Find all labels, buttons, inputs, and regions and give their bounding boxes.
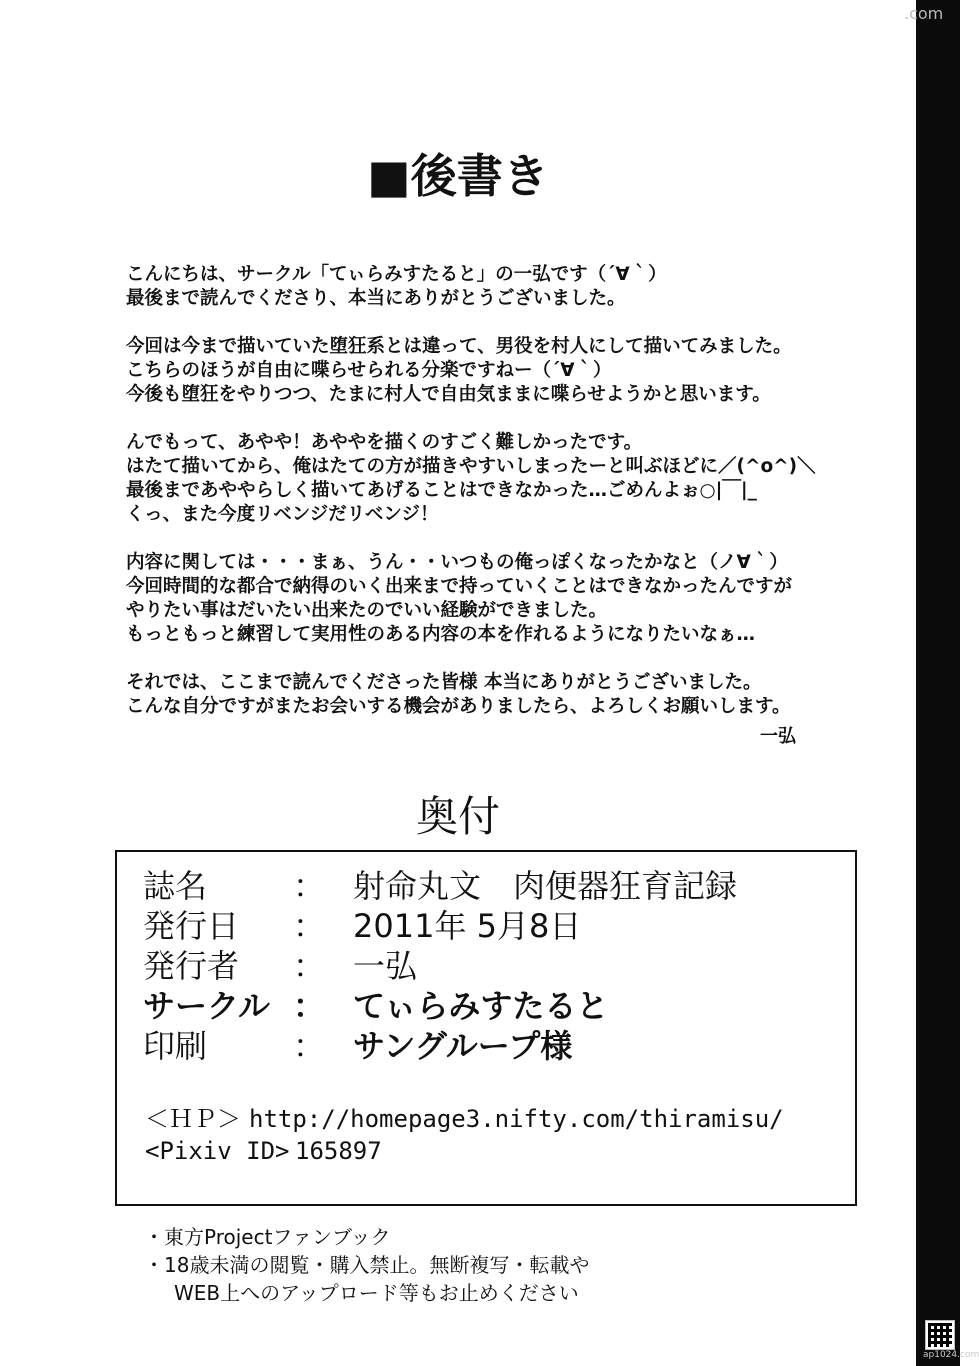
colophon-value: 一弘 xyxy=(353,947,418,985)
afterword-line: こんにちは、サークル「てぃらみすたると」の一弘です（´∀｀） xyxy=(126,264,667,285)
colophon-label: 印刷 xyxy=(143,1027,208,1065)
colophon-title: 奥付 xyxy=(415,792,500,841)
afterword-line: 内容に関しては・・・まぁ、うん・・いつもの俺っぽくなったかなと（ノ∀｀） xyxy=(126,552,788,573)
afterword-paragraph xyxy=(126,335,826,407)
note-line: WEB上へのアップロード等もお止めください xyxy=(174,1281,579,1305)
page-edge-border xyxy=(916,0,960,1366)
colophon-value: サングループ様 xyxy=(353,1027,573,1065)
note-line: ・18歳未満の閲覧・購入禁止。無断複写・転載や xyxy=(144,1253,590,1277)
colophon-link-label: ＜ＨＰ＞ xyxy=(145,1105,241,1133)
colophon-separator: ： xyxy=(293,907,326,945)
afterword-line: こんな自分ですがまたお会いする機会がありましたら、よろしくお願いします。 xyxy=(126,696,791,717)
colophon-separator: ： xyxy=(293,867,326,905)
afterword-line: はたて描いてから、俺はたての方が描きやすいしまったーと叫ぶほどに／(^o^)＼ xyxy=(126,456,816,477)
colophon-separator: ： xyxy=(293,947,326,985)
afterword-paragraph xyxy=(126,671,826,719)
afterword-line: くっ、また今度リベンジだリベンジ！ xyxy=(126,504,439,525)
afterword-paragraph xyxy=(126,431,826,527)
pixiv-id: 165897 xyxy=(295,1137,382,1165)
afterword-paragraph xyxy=(126,263,826,311)
colophon-value: 射命丸文 肉便器狂育記録 xyxy=(353,867,738,905)
afterword-line: こちらのほうが自由に喋らせられる分楽ですねー（´∀｀） xyxy=(126,360,612,381)
colophon-value: 2011年 5月8日 xyxy=(353,907,582,945)
colophon-box xyxy=(115,850,857,1206)
afterword-line: 最後まであややらしく描いてあげることはできなかった…ごめんよぉ○|￣|_ xyxy=(126,480,757,501)
colophon-value: てぃらみすたると xyxy=(353,987,609,1025)
qr-code-icon xyxy=(926,1321,954,1349)
note-line: ・東方Projectファンブック xyxy=(144,1225,391,1249)
afterword-title: ■後書き xyxy=(367,149,549,203)
afterword-line: もっともっと練習して実用性のある内容の本を作れるようになりたいなぁ… xyxy=(126,624,756,645)
afterword-line: 最後まで読んでくださり、本当にありがとうございました。 xyxy=(126,288,626,309)
afterword-line: 今回時間的な都合で納得のいく出来まで持っていくことはできなかったんですが xyxy=(126,576,793,597)
afterword-body xyxy=(126,263,826,743)
notes xyxy=(144,1223,589,1307)
afterword-line: 今後も堕狂をやりつつ、たまに村人で自由気ままに喋らせようかと思います。 xyxy=(126,384,771,405)
afterword-line: んでもって、あやや！あややを描くのすごく難しかったです。 xyxy=(126,432,643,453)
watermark-top: .com xyxy=(904,4,944,23)
colophon-link-label: <Pixiv ID> xyxy=(145,1137,290,1165)
colophon-label: 誌名 xyxy=(143,867,208,905)
afterword-line: それでは、ここまで読んでくださった皆様 本当にありがとうございました。 xyxy=(126,672,762,693)
colophon-separator: ： xyxy=(293,1027,326,1065)
colophon-label: 発行日 xyxy=(143,907,240,945)
afterword-line: やりたい事はだいたい出来たのでいい経験ができました。 xyxy=(126,600,608,621)
author-signature: 一弘 xyxy=(760,726,796,747)
afterword-paragraph xyxy=(126,551,826,647)
afterword-line: 今回は今まで描いていた堕狂系とは違って、男役を村人にして描いてみました。 xyxy=(126,336,792,357)
colophon-label: 発行者 xyxy=(143,947,240,985)
colophon-separator: ： xyxy=(293,987,326,1025)
colophon-label: サークル xyxy=(143,987,271,1025)
watermark-bottom: ap1024.com xyxy=(923,1350,979,1360)
homepage-url: http://homepage3.nifty.com/thiramisu/ xyxy=(249,1105,784,1133)
